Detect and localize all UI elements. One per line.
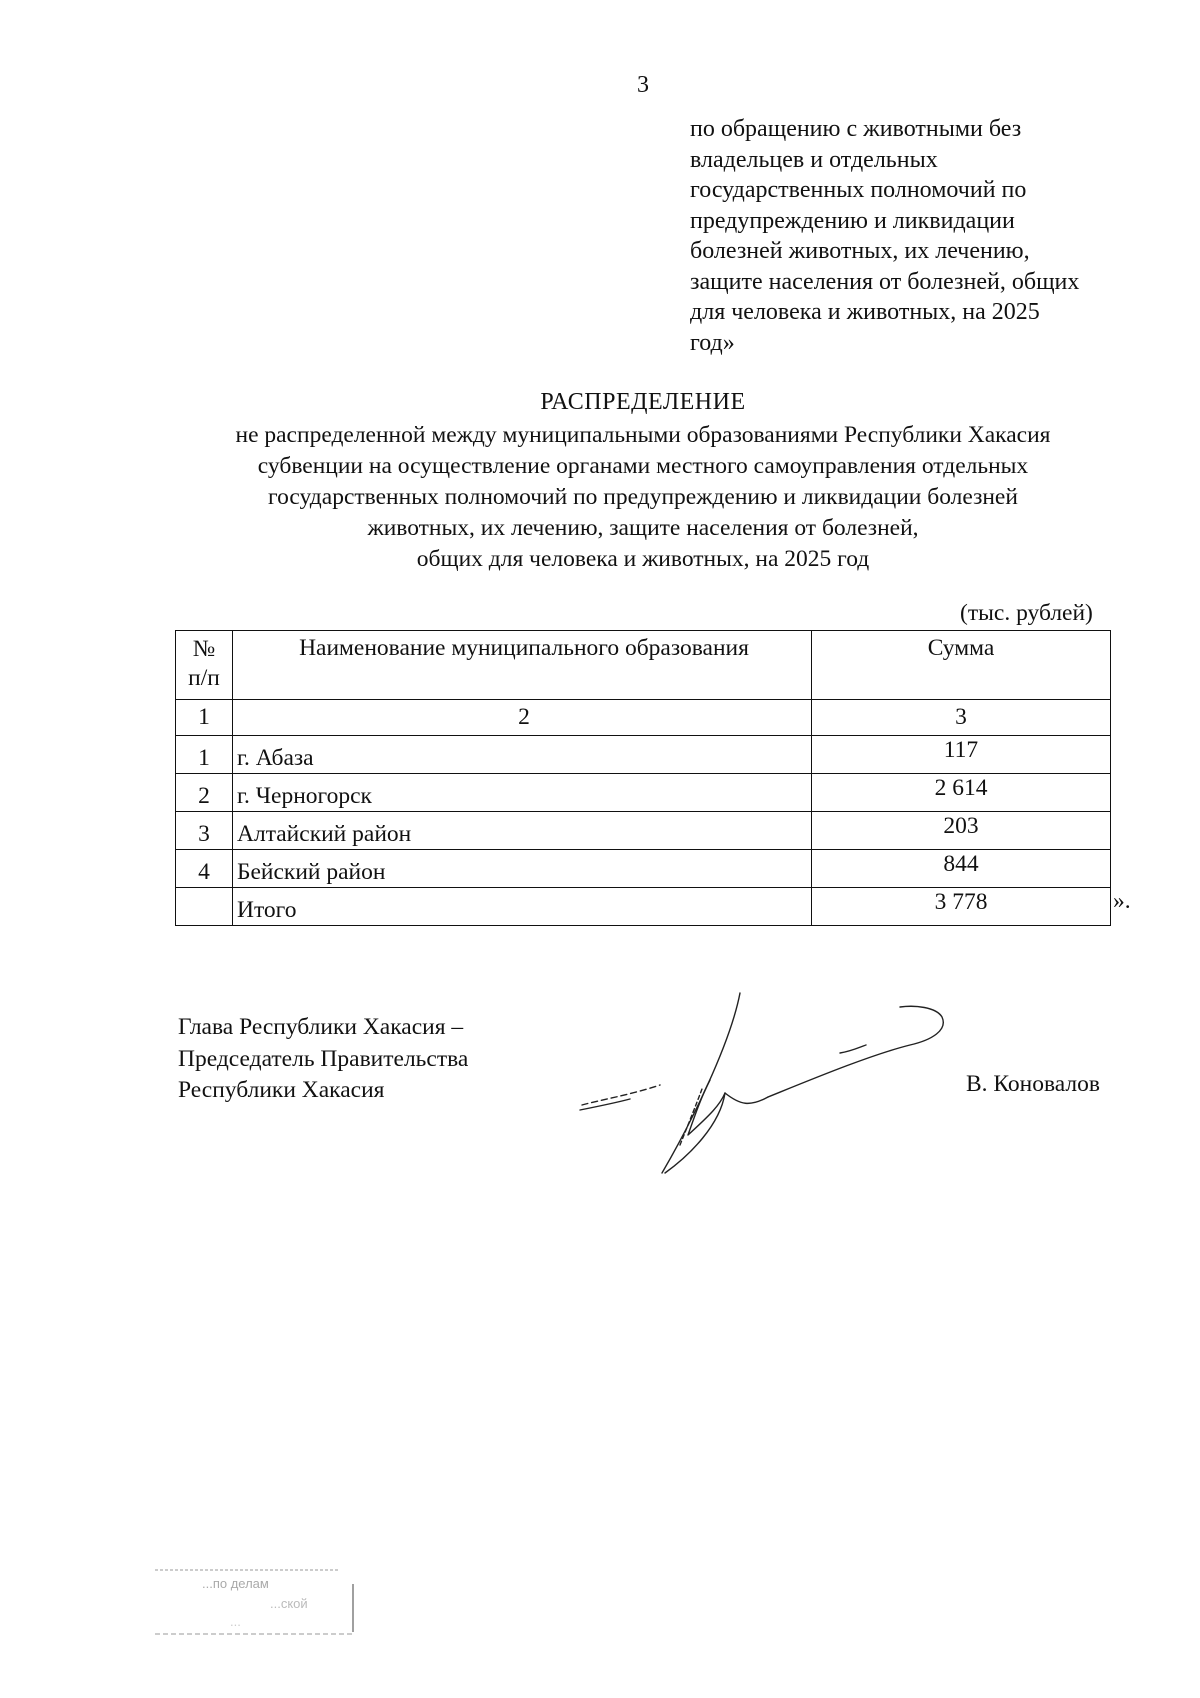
appendix-heading-tail (690, 114, 1150, 358)
page-number: 3 (637, 72, 649, 98)
heading-line: государственных полномочий по (690, 177, 1027, 203)
distribution-table (175, 630, 1111, 926)
registration-stamp (150, 1566, 360, 1638)
closing-quote: ». (1113, 888, 1131, 914)
signatory-title-line: Глава Республики Хакасия – (178, 1014, 464, 1040)
total-label: Итого (233, 888, 812, 926)
row-number: 3 (176, 812, 233, 850)
municipality-name: г. Черногорск (233, 774, 812, 812)
table-row (176, 812, 1111, 850)
table-header-row (176, 631, 1111, 700)
heading-line: болезней животных, их лечению, (690, 238, 1030, 264)
stamp-line: ...по делам (202, 1576, 269, 1591)
header-sum: Сумма (812, 631, 1111, 700)
subtitle-line: животных, их лечению, защите населения от болезней, (367, 515, 919, 541)
row-number: 1 (176, 736, 233, 774)
total-row (176, 888, 1111, 926)
total-amount: 3 778 (812, 888, 1111, 926)
column-number-row (176, 700, 1111, 736)
table-row (176, 736, 1111, 774)
header-number-line1: № (192, 636, 216, 662)
header-number-line2: п/п (188, 665, 220, 691)
signatory-name: В. Коновалов (966, 1071, 1101, 1097)
heading-line: защите населения от болезней, общих (690, 268, 1080, 295)
stamp-frame (150, 1566, 360, 1638)
row-number: 4 (176, 850, 233, 888)
header-name: Наименование муниципального образования (233, 631, 812, 700)
column-number: 2 (233, 700, 812, 736)
amount: 2 614 (812, 774, 1111, 812)
signatory-title-line: Председатель Правительства (178, 1045, 469, 1072)
document-title: РАСПРЕДЕЛЕНИЕ (540, 389, 746, 415)
signatory-title (178, 1012, 468, 1107)
document-subtitle (0, 420, 1200, 575)
subtitle-line: не распределенной между муниципальными образованиями Республики Хакасия (235, 422, 1051, 448)
subtitle-line: общих для человека и животных, на 2025 год (416, 546, 870, 572)
heading-line: владельцев и отдельных (690, 146, 938, 173)
stamp-line: ... (230, 1614, 241, 1629)
subtitle-line: государственных полномочий по предупреждению и ликвидации болезней (268, 484, 1018, 510)
column-number: 1 (176, 700, 233, 736)
amount: 203 (812, 812, 1111, 850)
signatory-title-line: Республики Хакасия (178, 1077, 385, 1103)
total-number (176, 888, 233, 926)
municipality-name: г. Абаза (233, 736, 812, 774)
amount: 117 (812, 736, 1111, 774)
row-number: 2 (176, 774, 233, 812)
stamp-line: ...ской (270, 1596, 308, 1611)
table-row (176, 774, 1111, 812)
subtitle-line: субвенции на осуществление органами местного самоуправления отдельных (257, 453, 1029, 479)
municipality-name: Алтайский район (233, 812, 812, 850)
units-label: (тыс. рублей) (960, 600, 1093, 626)
header-number (176, 631, 233, 700)
handwritten-signature (570, 985, 970, 1185)
heading-line: предупреждению и ликвидации (690, 207, 1015, 234)
table-row (176, 850, 1111, 888)
amount: 844 (812, 850, 1111, 888)
heading-line: год» (690, 329, 735, 356)
heading-line: для человека и животных, на 2025 (690, 299, 1040, 325)
heading-line: по обращению с животными без (690, 116, 1022, 142)
column-number: 3 (812, 700, 1111, 736)
municipality-name: Бейский район (233, 850, 812, 888)
